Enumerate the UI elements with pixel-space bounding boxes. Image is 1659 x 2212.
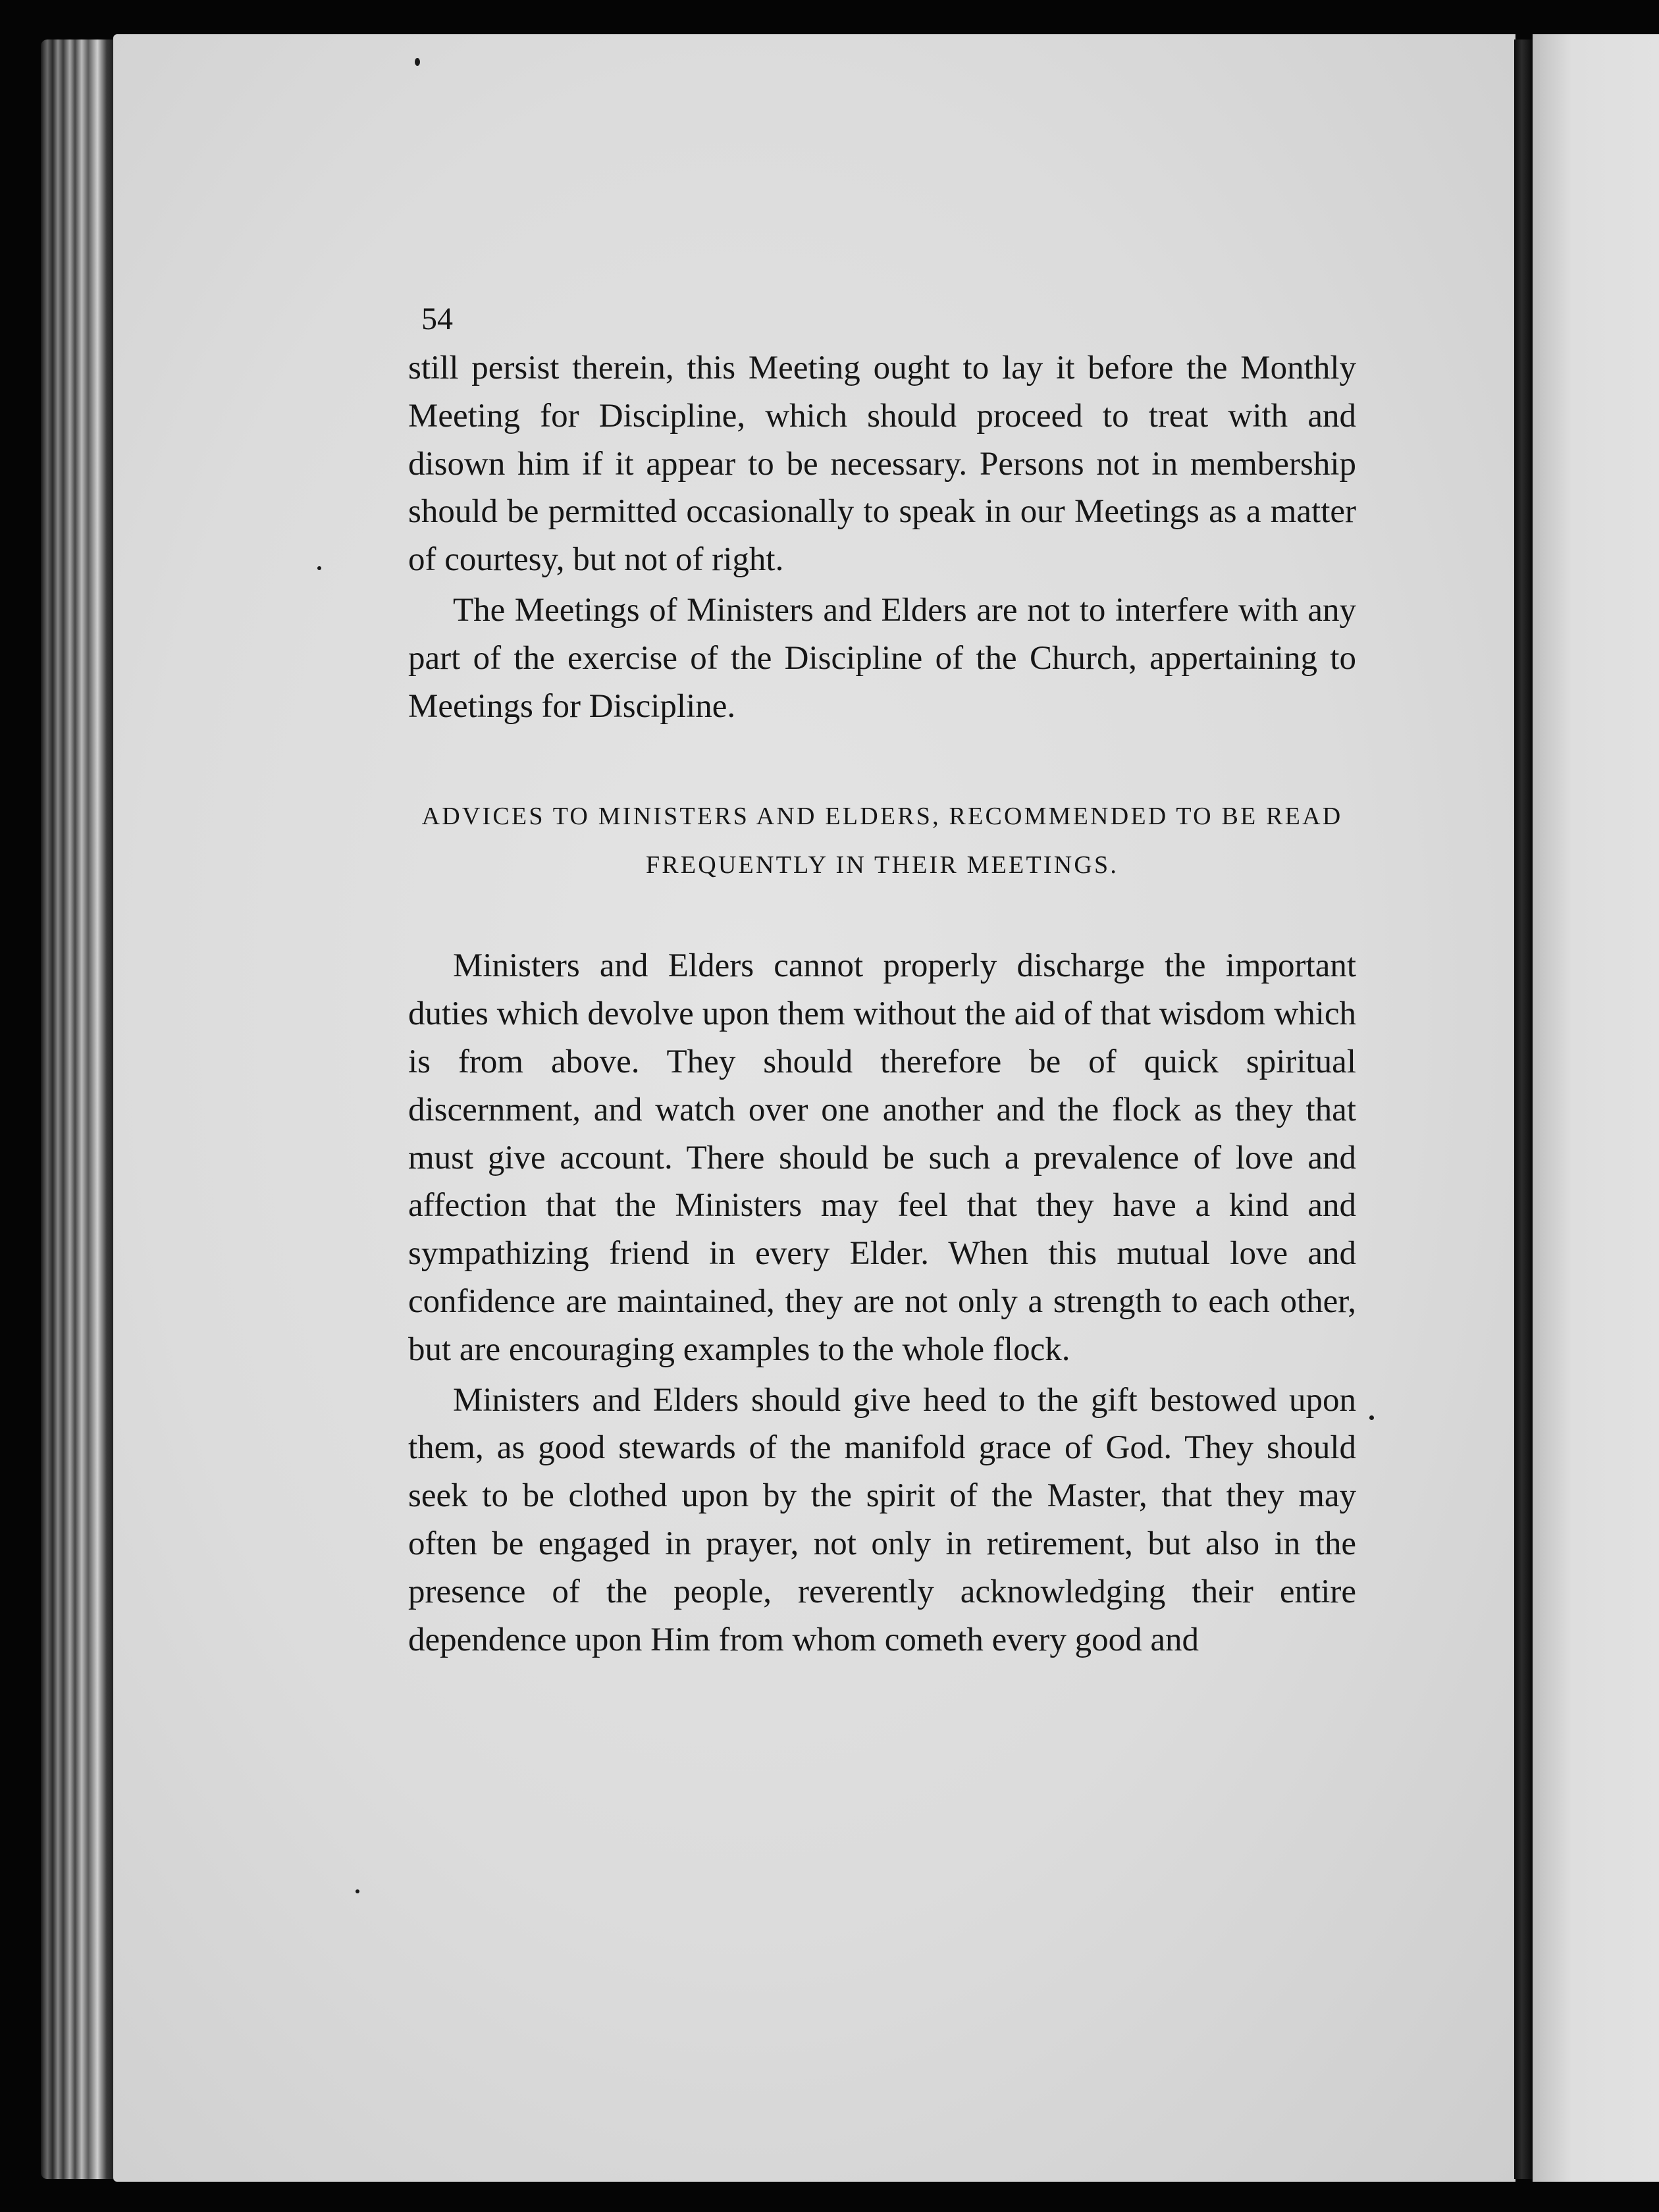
page-number: 54 xyxy=(421,302,453,336)
dust-speck xyxy=(415,58,420,66)
section-heading: ADVICES TO MINISTERS AND ELDERS, RECOMMENDED TO BE READ FREQUENTLY IN THEIR MEETINGS. xyxy=(421,803,1343,880)
page-text-block xyxy=(408,300,1356,1664)
book-page-edges xyxy=(41,40,113,2179)
body-paragraph: Ministers and Elders cannot properly discharge the important duties which devolve upon them without the aid of that wisdom which is from above. They should therefore be of quick spiritual discernment, and watch over one another and the flock as they that must give account. There should be such a prevalence of love and affection that the Ministers may feel that they have a kind and sympathizing friend in every Elder. When this mutual love and confidence are maintained, they are not only a strength to each other, but are encouraging examples to the whole flock. xyxy=(408,947,1356,1368)
body-paragraph: Ministers and Elders should give heed to the gift bestowed upon them, as good stewards of the manifold grace of God. They should seek to be clothed upon by the spirit of the Master, that they may often be engaged in prayer, not only in retirement, but also in the presence of the people, reverently acknowledging their entire dependence upon Him from whom cometh every good and xyxy=(408,1381,1356,1658)
dust-speck xyxy=(317,566,321,570)
facing-page-edge xyxy=(1533,34,1659,2182)
book-gutter xyxy=(1514,40,1533,2179)
body-paragraph: still persist therein, this Meeting ought to lay it before the Monthly Meeting for Discipline, which should proceed to treat with and disown him if it appear to be necessary. Persons not in membership should be permitted occasionally to speak in our Meetings as a matter of courtesy, but not of right. xyxy=(408,350,1356,579)
dust-speck xyxy=(356,1889,359,1893)
body-paragraph: The Meetings of Ministers and Elders are not to interfere with any part of the exercise of the Discipline of the Church, appertaining to Meetings for Discipline. xyxy=(408,591,1356,725)
dust-speck xyxy=(1369,1415,1374,1420)
